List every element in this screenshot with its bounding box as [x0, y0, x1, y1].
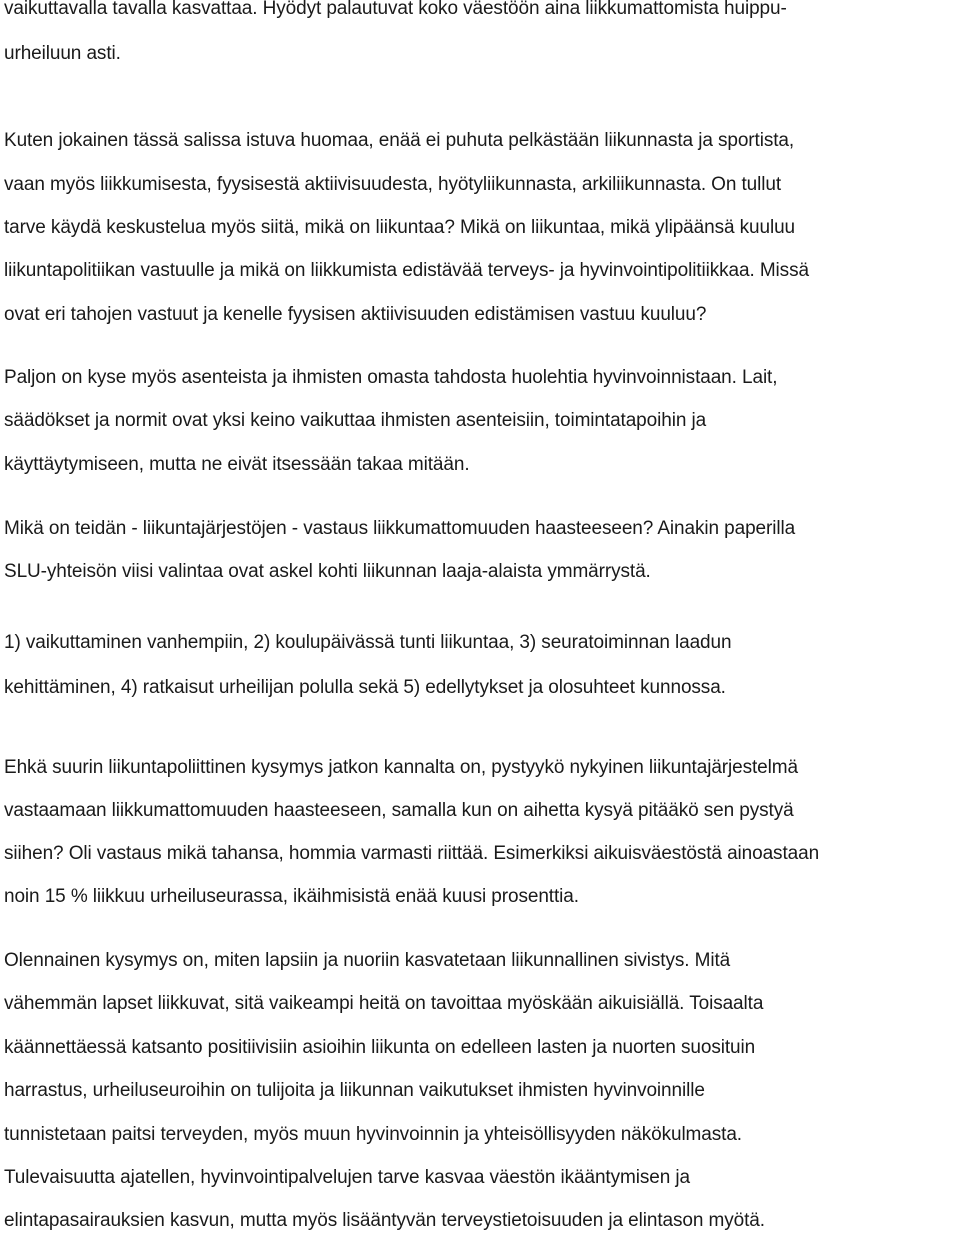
text-line — [4, 42, 121, 66]
text-line — [4, 842, 819, 866]
text-line — [4, 949, 730, 973]
text-run: urheiluun asti. — [4, 43, 121, 64]
text-run: tarve käydä keskustelua myös siitä, mikä on liikuntaa? — [4, 217, 455, 238]
text-line — [4, 173, 781, 197]
text-run: vähemmän lapset liikkuvat, sitä vaikeampi heitä on tavoittaa myöskään aikuisiällä. Toisaalta — [4, 993, 764, 1014]
text-run: harrastus, urheiluseuroihin on tulijoita ja liikunnan vaikutukset ihmisten hyvinvoinnille — [4, 1080, 705, 1101]
text-line — [4, 1123, 742, 1147]
text-run: Mikä on teidän - liikuntajärjestöjen - vastaus liikkumattomuuden haasteeseen? Ainakin paperilla — [4, 518, 796, 539]
text-line — [4, 517, 795, 541]
text-line — [4, 129, 794, 153]
text-run: Ehkä suurin liikuntapoliittinen kysymys jatkon kannalta on, pystyykö nykyinen liikuntajärjestelmä — [4, 757, 798, 778]
text-run: käännettäessä katsanto positiivisiin asioihin liikunta on edelleen lasten ja nuorten suosituin — [4, 1037, 756, 1058]
text-run: elintapasairauksien kasvun, mutta myös lisääntyvän terveystietoisuuden ja elintason myötä. — [4, 1210, 765, 1231]
text-line — [4, 1079, 705, 1103]
text-run: tunnistetaan paitsi terveyden, myös muun hyvinvoinnin ja yhteisöllisyyden näkökulmasta. — [4, 1124, 742, 1145]
text-run: käyttäytymiseen, mutta ne eivät itsessään takaa mitään. — [4, 454, 470, 475]
text-line — [4, 560, 651, 584]
text-line — [4, 303, 706, 327]
text-line — [4, 259, 809, 283]
text-run: Tulevaisuutta ajatellen, hyvinvointipalvelujen tarve kasvaa väestön ikääntymisen ja — [4, 1167, 690, 1188]
text-line — [4, 1209, 765, 1233]
text-run: Mikä on liikuntaa, mikä ylipäänsä kuuluu — [454, 217, 796, 238]
text-line — [4, 409, 706, 433]
text-line — [4, 799, 794, 823]
text-run: Olennainen kysymys on, miten lapsiin ja nuoriin kasvatetaan liikunnallinen sivistys. Mitä — [4, 950, 731, 971]
text-run: siihen? Oli vastaus mikä tahansa, hommia varmasti riittää. Esimerkiksi aikuisväestöstä ainoastaan — [4, 843, 820, 864]
text-line — [4, 216, 795, 240]
text-run: vastaamaan liikkumattomuuden haasteeseen, samalla kun on aihetta kysyä pitääkö sen pystyä — [4, 800, 794, 821]
text-run: SLU-yhteisön viisi valintaa ovat askel kohti liikunnan laaja-alaista ymmärrystä. — [4, 561, 651, 582]
text-line — [4, 676, 726, 700]
text-run: noin 15 % liikkuu urheiluseurassa, ikäihmisistä enää kuusi prosenttia. — [4, 886, 579, 907]
text-run: liikuntapolitiikan vastuulle ja mikä on liikkumista edistävää terveys- ja hyvinvointipolitiikkaa. Missä — [4, 260, 809, 281]
text-line — [4, 0, 787, 21]
text-line — [4, 885, 579, 909]
text-line — [4, 631, 731, 655]
text-line — [4, 756, 798, 780]
text-line — [4, 992, 763, 1016]
text-line — [4, 1166, 690, 1190]
text-run: Paljon on kyse myös asenteista ja ihmisten omasta tahdosta huolehtia hyvinvoinnistaan. Lait, — [4, 367, 778, 388]
text-line — [4, 1036, 755, 1060]
text-run: vaikuttavalla tavalla kasvattaa. Hyödyt palautuvat koko väestöön aina liikkumattomista huippu- — [4, 0, 787, 19]
text-run: vaan myös liikkumisesta, fyysisestä aktiivisuudesta, hyötyliikunnasta, arkiliikunnasta. — [4, 174, 706, 195]
text-run: ovat eri tahojen vastuut ja kenelle fyysisen aktiivisuuden edistämisen vastuu kuuluu? — [4, 304, 707, 325]
text-run: On tullut — [706, 174, 782, 195]
text-line — [4, 366, 777, 390]
text-line — [4, 453, 470, 477]
text-run: kehittäminen, 4) ratkaisut urheilijan polulla sekä 5) edellytykset ja olosuhteet kunnossa. — [4, 677, 726, 698]
text-run: 1) vaikuttaminen vanhempiin, 2) koulupäivässä tunti liikuntaa, 3) seuratoiminnan laadun — [4, 632, 732, 653]
text-run: Kuten jokainen tässä salissa istuva huomaa, enää ei puhuta pelkästään liikunnasta ja sportista, — [4, 130, 795, 151]
text-run: säädökset ja normit ovat yksi keino vaikuttaa ihmisten asenteisiin, toimintatapoihin ja — [4, 410, 707, 431]
